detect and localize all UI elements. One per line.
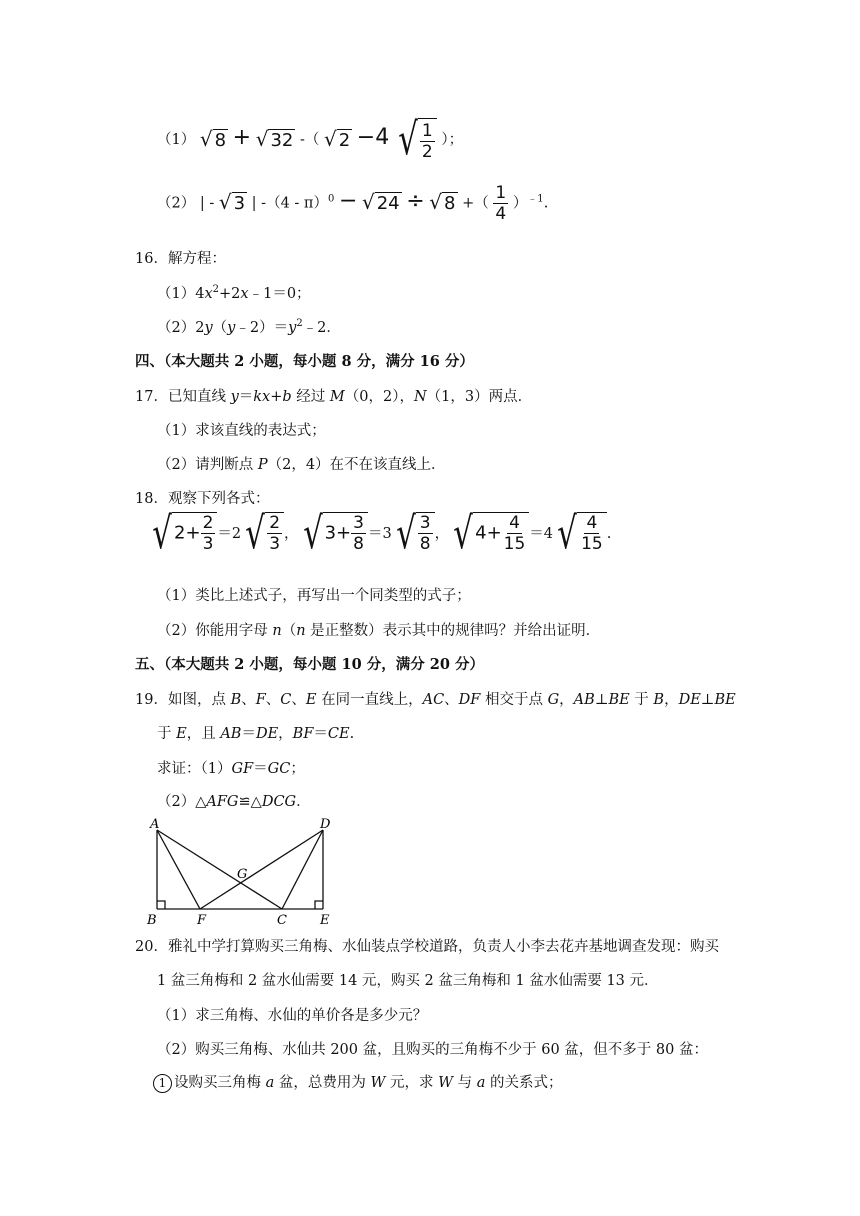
text-fragment: 设购买三角梅	[174, 1075, 266, 1091]
problem-16-title: 16．解方程：	[135, 251, 226, 267]
sqrt-expression-1: √ 2+ $\frac{2}{3}$	[148, 512, 217, 556]
text-fragment: （2）请判断点	[157, 457, 258, 473]
segment-AF	[157, 830, 200, 909]
numerator: 1	[495, 183, 507, 203]
text-fragment: 、	[291, 692, 306, 708]
point-label-B: B	[147, 913, 157, 927]
text-fragment: （	[281, 623, 297, 639]
variable: AFG	[206, 794, 239, 810]
fraction	[418, 513, 433, 554]
sqrt-fraction: √ $\frac{1}{2}$	[394, 118, 437, 162]
text-fragment: 19．如图，点	[135, 692, 231, 708]
exponent: 0	[327, 193, 335, 205]
radicand: 32	[270, 129, 294, 151]
sqrt-expression-3: √ 4+ $\frac{4}{15}$	[449, 512, 529, 556]
denominator: 15	[503, 534, 526, 554]
text-fragment: ﹣1＝0；	[248, 286, 311, 302]
problem-20-line-1: 20．雅礼中学打算购买三角梅、水仙装点学校道路，负责人小李去花卉基地调查发现：购买	[135, 939, 719, 955]
point-label-G: G	[237, 867, 248, 882]
text-fragment: ＝	[241, 726, 256, 742]
sqrt-expression-2: √ 3+ $\frac{3}{8}$	[299, 512, 368, 556]
radicand: 3	[233, 193, 246, 214]
text-fragment: 于	[629, 692, 654, 708]
fraction	[201, 513, 216, 554]
text-fragment: ﹣2．	[302, 320, 341, 336]
sqrt-result-2: √ $\frac{3}{8}$	[392, 512, 435, 556]
variable: y	[288, 320, 297, 336]
variable: a	[476, 1075, 486, 1091]
point-label-F: F	[197, 913, 207, 927]
text-fragment: .	[543, 195, 549, 212]
integer-part: 4	[475, 522, 487, 544]
problem-20-part-1: （1）求三角梅、水仙的单价各是多少元？	[157, 1008, 428, 1024]
text-fragment: +2	[219, 286, 241, 302]
variable: n	[272, 623, 282, 639]
minus-sign: −	[338, 188, 358, 214]
variable: kx	[253, 389, 271, 405]
point-label-A: A	[150, 817, 160, 832]
text-fragment: （1，3）两点．	[426, 389, 533, 405]
problem-19-line-1	[135, 688, 736, 709]
text-fragment: ，	[664, 692, 679, 708]
text-fragment: +	[270, 389, 283, 405]
variable: G	[547, 692, 560, 708]
plus-sign: +	[185, 522, 201, 544]
variable: CE	[327, 726, 350, 742]
problem-15-part-2	[157, 183, 548, 224]
radicand: 2	[338, 129, 351, 151]
exponent: ﹣1	[527, 193, 544, 205]
problem-17-part-2	[157, 453, 446, 474]
text-fragment: （0，2），	[344, 389, 414, 405]
sqrt-8: √ 8	[199, 126, 227, 151]
problem-17-part-1: （1）求该直线的表达式；	[157, 423, 326, 439]
geometry-figure	[140, 812, 340, 927]
variable: AC	[422, 692, 445, 708]
coefficient: ＝4	[529, 526, 554, 542]
sqrt-3: √ 3	[218, 190, 246, 214]
problem-20-line-2: 1 盆三角梅和 2 盆水仙需要 14 元，购买 2 盆三角梅和 1 盆水仙需要 13 元．	[157, 973, 659, 989]
variable: W	[370, 1075, 386, 1091]
problem-15-part-1	[157, 114, 464, 165]
text-fragment: | -	[199, 195, 215, 212]
text-fragment: ⊥	[700, 692, 715, 708]
part-label: （2）	[157, 195, 196, 212]
sqrt-24: √ 24	[361, 190, 400, 214]
variable: y	[230, 389, 239, 405]
text-fragment: ⊥	[594, 692, 609, 708]
problem-18-equations	[148, 508, 612, 559]
fraction	[579, 513, 605, 554]
exponent: 2	[212, 284, 220, 296]
fraction-one-half	[420, 121, 435, 162]
text-fragment: 在同一直线上，	[316, 692, 423, 708]
text-fragment: ，	[278, 726, 293, 742]
text-fragment: 、	[241, 692, 256, 708]
sqrt-2: √ 2	[323, 126, 351, 151]
denominator: 3	[269, 534, 281, 554]
text-fragment: 于	[157, 726, 177, 742]
divide-sign: ÷	[406, 188, 425, 214]
problem-18-part-1: （1）类比上述式子，再写出一个同类型的式子；	[157, 588, 471, 604]
denominator: 2	[421, 142, 433, 162]
text-fragment: 与	[453, 1075, 477, 1091]
fraction	[502, 513, 528, 554]
variable: DCG	[261, 794, 297, 810]
text-fragment: +（	[462, 195, 489, 212]
text-fragment: ＝	[253, 761, 268, 777]
plus-sign: +	[232, 125, 252, 150]
variable: C	[280, 692, 292, 708]
radicand: 8	[444, 193, 456, 214]
variable: x	[240, 286, 249, 302]
text-fragment: 4	[195, 286, 205, 302]
text-fragment: 求证：（1）	[157, 761, 232, 777]
variable: GF	[231, 761, 254, 777]
sqrt-result-1: √ $\frac{2}{3}$	[241, 512, 284, 556]
text-fragment: ．	[296, 794, 311, 810]
text-fragment: ；	[290, 761, 305, 777]
sqrt-result-3: √ $\frac{4}{15}$	[553, 512, 607, 556]
problem-19-line-2	[157, 722, 354, 743]
text-fragment: ，且	[186, 726, 221, 742]
denominator: 8	[353, 534, 364, 554]
text-fragment: 17．已知直线	[135, 389, 231, 405]
numerator: 3	[353, 513, 364, 533]
problem-20-sub-1	[153, 1071, 563, 1093]
coefficient: ＝3	[367, 526, 392, 542]
numerator: 2	[269, 513, 281, 533]
text-fragment: 、	[265, 692, 281, 708]
variable: GC	[267, 761, 291, 777]
separator: ，	[434, 526, 450, 542]
text-fragment: （2，4）在不在该直线上．	[267, 457, 446, 473]
segment-DC	[282, 830, 323, 909]
problem-16-part-1	[157, 282, 311, 303]
fraction	[267, 513, 282, 554]
plus-sign: +	[336, 522, 352, 544]
radicand: 8	[214, 129, 227, 151]
variable: b	[282, 389, 292, 405]
variable: BF	[292, 726, 314, 742]
text-fragment: ≌△	[238, 794, 262, 810]
exponent: 2	[296, 318, 303, 330]
problem-20-part-2: （2）购买三角梅、水仙共 200 盆，且购买的三角梅不少于 60 盆，但不多于 80 盆：	[157, 1042, 708, 1058]
numerator: 3	[419, 513, 431, 533]
text-fragment: （	[212, 320, 228, 336]
section-5-heading: 五、（本大题共 2 小题，每小题 10 分，满分 20 分）	[135, 656, 484, 673]
variable: y	[204, 320, 213, 336]
variable: x	[204, 286, 213, 302]
part-label: （2）	[157, 320, 196, 336]
section-4-heading: 四、（本大题共 2 小题，每小题 8 分，满分 16 分）	[135, 353, 474, 370]
coefficient: ＝2	[217, 526, 242, 542]
variable: F	[255, 692, 266, 708]
right-angle-mark-B	[157, 901, 165, 909]
problem-17-stem	[135, 385, 532, 406]
integer-part: 2	[174, 522, 186, 544]
text-fragment: （2）你能用字母	[157, 623, 273, 639]
text-fragment: 、	[444, 692, 459, 708]
text-fragment: ，	[559, 692, 574, 708]
variable: P	[257, 457, 268, 473]
minus-four: −4	[356, 125, 390, 150]
variable: AB	[573, 692, 595, 708]
problem-19-line-3	[157, 757, 305, 778]
text-fragment: ＝	[238, 389, 254, 405]
variable: DE	[255, 726, 279, 742]
period: .	[606, 526, 612, 542]
text-fragment: -（	[299, 132, 320, 148]
radicand: 24	[376, 193, 400, 214]
text-fragment: 是正整数）表示其中的规律吗？并给出证明．	[305, 623, 601, 639]
problem-16-part-2	[157, 316, 341, 337]
point-label-D: D	[320, 817, 331, 832]
variable: a	[265, 1075, 275, 1091]
text-fragment: （2）△	[157, 794, 207, 810]
numerator: 4	[509, 513, 520, 533]
text-fragment: 2	[195, 320, 205, 336]
text-fragment: ＝	[313, 726, 328, 742]
denominator: 8	[419, 534, 431, 554]
variable: BE	[714, 692, 736, 708]
text-fragment: ）	[512, 195, 528, 212]
variable: E	[305, 692, 317, 708]
denominator: 15	[581, 534, 603, 554]
right-angle-mark-E	[315, 901, 323, 909]
problem-19-line-4	[157, 790, 311, 811]
circled-number: 1	[153, 1074, 172, 1093]
problem-18-title: 18．观察下列各式：	[135, 491, 270, 507]
numerator: 1	[421, 121, 433, 141]
fraction-one-quarter	[493, 183, 508, 224]
variable: M	[329, 389, 345, 405]
variable: AB	[220, 726, 242, 742]
text-fragment: 盆，总费用为	[274, 1075, 371, 1091]
problem-18-part-2	[157, 619, 600, 640]
variable: n	[296, 623, 306, 639]
text-fragment: ）；	[441, 132, 464, 148]
text-fragment: 相交于点	[480, 692, 548, 708]
variable: DF	[458, 692, 481, 708]
sqrt-32: √ 32	[255, 126, 294, 151]
text-fragment: ﹣2）＝	[235, 320, 289, 336]
separator: ，	[284, 526, 299, 542]
plus-sign: +	[486, 522, 502, 544]
variable: N	[413, 389, 427, 405]
part-label: （1）	[157, 132, 196, 148]
variable: B	[230, 692, 242, 708]
sqrt-8: √ 8	[429, 190, 456, 214]
variable: y	[227, 320, 236, 336]
variable: W	[438, 1075, 454, 1091]
point-label-E: E	[320, 913, 330, 927]
integer-part: 3	[324, 522, 337, 544]
point-label-C: C	[277, 913, 287, 927]
part-label: （1）	[157, 286, 196, 302]
text-fragment: | -（4 - π）	[251, 195, 328, 212]
variable: B	[653, 692, 665, 708]
text-fragment: 的关系式；	[485, 1075, 563, 1091]
variable: BE	[608, 692, 630, 708]
text-fragment: 经过	[291, 389, 330, 405]
variable: E	[176, 726, 187, 742]
text-fragment: .	[349, 726, 355, 742]
denominator: 3	[202, 534, 214, 554]
text-fragment: 元，求	[385, 1075, 439, 1091]
numerator: 2	[202, 513, 214, 533]
denominator: 4	[495, 204, 507, 224]
variable: DE	[678, 692, 701, 708]
fraction	[351, 513, 366, 554]
numerator: 4	[586, 513, 598, 533]
